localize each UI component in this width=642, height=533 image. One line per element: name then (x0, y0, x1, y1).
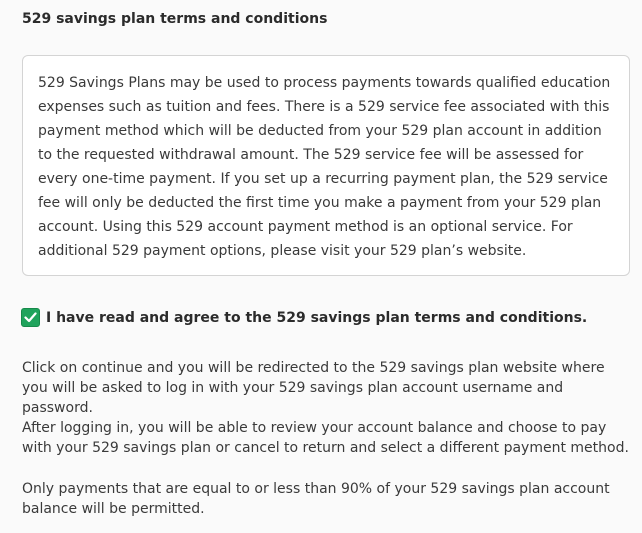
limit-info-paragraph: Only payments that are equal to or less than 90% of your 529 savings plan account balance will be permitted. (22, 481, 610, 517)
agreement-row[interactable] (21, 308, 587, 327)
agree-label[interactable]: I have read and agree to the 529 savings plan terms and conditions. (46, 309, 588, 326)
agree-checkbox[interactable] (21, 308, 40, 327)
checkmark-icon (24, 312, 37, 323)
terms-box (22, 55, 630, 276)
balance-info-paragraph: After logging in, you will be able to review your account balance and choose to pay with your 529 savings plan or cancel to return and select a different payment method. (22, 420, 629, 456)
section-title: 529 savings plan terms and conditions (22, 11, 328, 27)
redirect-info-paragraph: Click on continue and you will be redirected to the 529 savings plan website where you will be asked to log in with your 529 savings plan account username and password. (22, 360, 605, 416)
terms-text: 529 Savings Plans may be used to process payments towards qualified education expenses such as tuition and fees. There is a 529 service fee associated with this payment method which will be deducted from your 529 plan account in addition to the requested withdrawal amount. The 529 service fee will be assessed for every one-time payment. If you set up a recurring payment plan, the 529 service fee will only be deducted the first time you make a payment from your 529 plan account. Using this 529 account payment method is an optional service. For additional 529 payment options, please visit your 529 plan’s website. (38, 75, 611, 259)
